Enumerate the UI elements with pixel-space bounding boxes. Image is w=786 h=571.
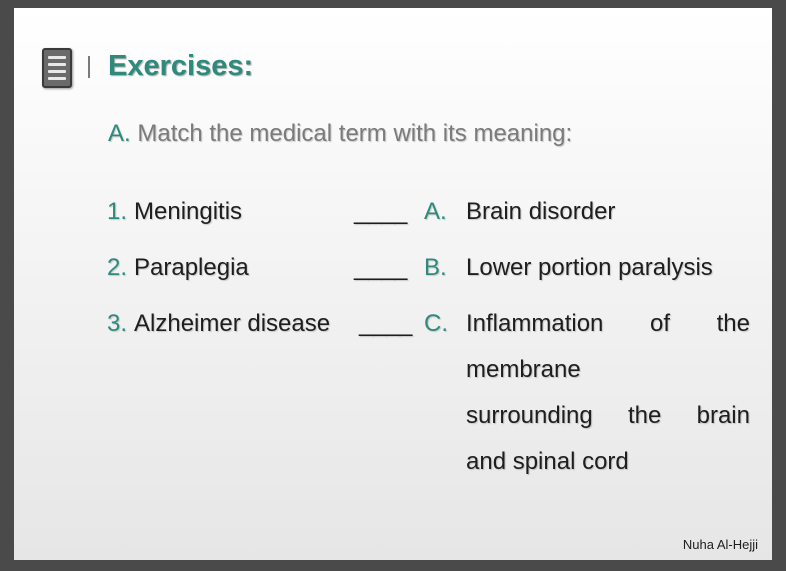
match-row-1 [14,198,772,238]
option-letter: B. [424,254,447,281]
answer-blank: ____ [359,310,413,337]
exercise-instruction [108,120,572,148]
answer-blank: ____ [354,254,408,281]
option-text: Brain disorder [466,198,616,225]
option-letter: C. [424,310,448,337]
section-letter: A. [108,120,131,147]
option-text: Lower portion paralysis [466,254,713,281]
term-number: 1. [107,198,128,225]
term-number: 2. [107,254,128,281]
term-text: Paraplegia [134,254,249,281]
header-divider [88,56,90,78]
match-row-2 [14,254,772,294]
option-text-line: and spinal cord [466,448,629,475]
answer-blank: ____ [354,198,408,225]
slide-title: Exercises: [108,50,254,82]
option-text-line: Inflammation of the [466,310,750,337]
slide [14,8,772,560]
instruction-text: Match the medical term with its meaning: [137,120,573,147]
option-letter: A. [424,198,447,225]
option-text-line: membrane [466,356,581,383]
term-text: Alzheimer disease [134,310,331,337]
option-text-line: surrounding the brain [466,402,750,429]
list-icon [42,48,72,88]
term-text: Meningitis [134,198,243,225]
term-number: 3. [107,310,128,337]
author-credit: Nuha Al-Hejji [682,537,758,552]
